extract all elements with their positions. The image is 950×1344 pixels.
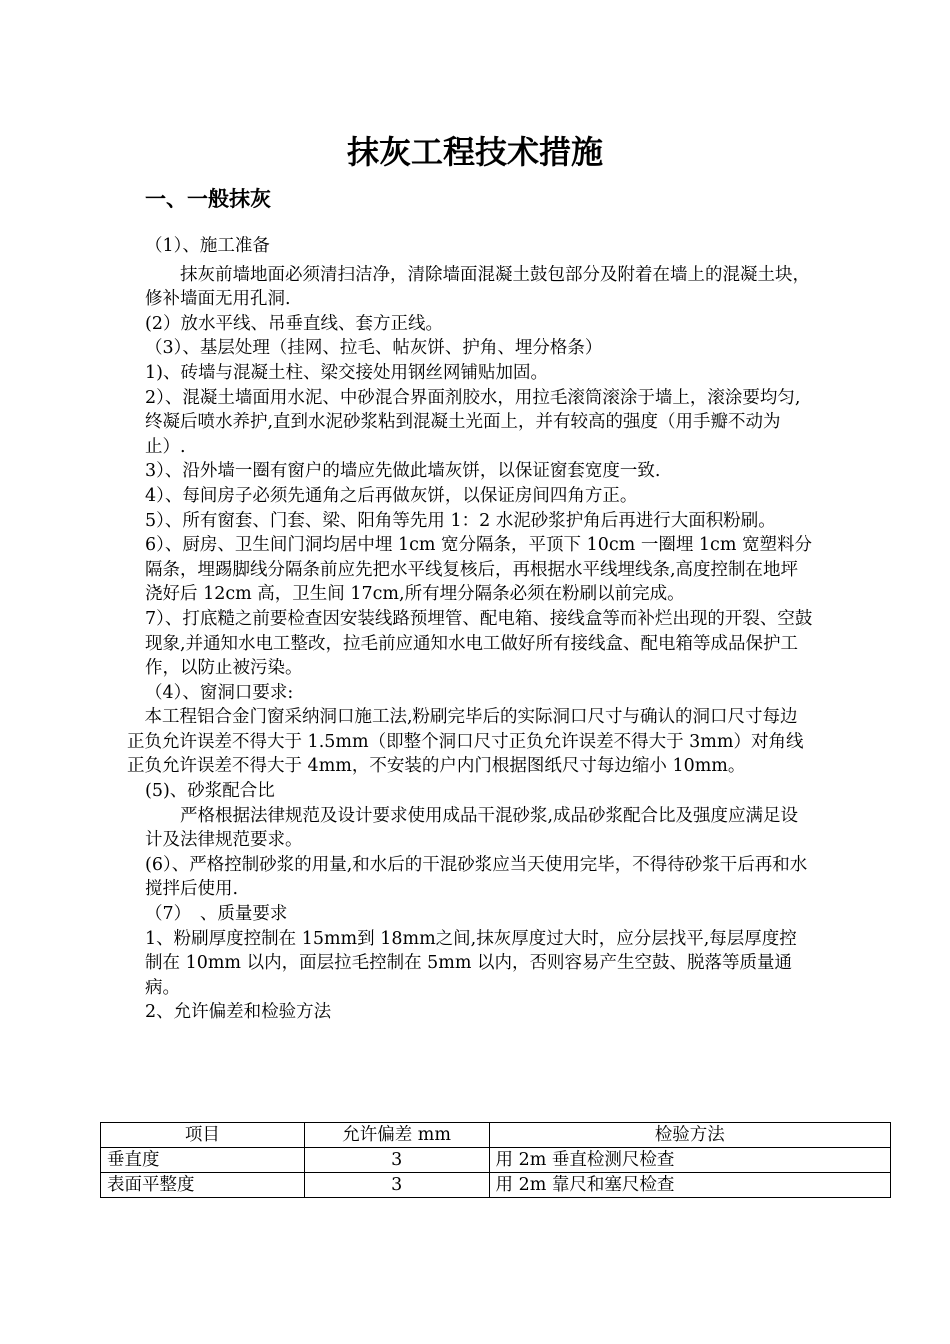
table-cell: 用 2m 靠尺和塞尺检查 <box>489 1173 890 1198</box>
section-heading: 一、一般抹灰 <box>145 187 271 211</box>
table-header-row <box>101 1123 891 1148</box>
table-header: 项目 <box>101 1123 305 1148</box>
table-cell: 用 2m 垂直检测尺检查 <box>489 1148 890 1173</box>
paragraph: 5）、所有窗套、门套、梁、阳角等先用 1：2 水泥砂浆护角后再进行大面积粉刷。 <box>145 510 776 531</box>
paragraph: 1)、砖墙与混凝土柱、梁交接处用钢丝网铺贴加固。 <box>145 362 548 383</box>
document-body <box>127 234 813 1025</box>
paragraph: 2、允许偏差和检验方法 <box>145 1002 332 1023</box>
paragraph: （4）、窗洞口要求: <box>145 682 294 703</box>
paragraph: （1）、施工准备 <box>145 236 270 256</box>
table-row <box>101 1173 891 1198</box>
paragraph: 4）、每间房子必须先通角之后再做灰饼，以保证房间四角方正。 <box>145 485 638 506</box>
table-cell: 垂直度 <box>101 1148 305 1173</box>
document-title: 抹灰工程技术措施 <box>346 133 603 171</box>
paragraph: 抹灰前墙地面必须清扫洁净，清除墙面混凝土鼓包部分及附着在墙上的混凝土块，修补墙面无用孔洞. <box>145 264 810 310</box>
paragraph: 2）、混凝土墙面用水泥、中砂混合界面剂胶水，用拉毛滚筒滚涂于墙上，滚涂要均匀,终凝后喷水养护,直到水泥砂浆粘到混凝土光面上，并有较高的强度（用手瓣不动为止）. <box>145 387 801 457</box>
paragraph: （3）、基层处理（挂网、拉毛、帖灰饼、护角、埋分格条） <box>145 338 603 359</box>
paragraph: (2）放水平线、吊垂直线、套方正线。 <box>145 313 443 334</box>
paragraph: 6）、厨房、卫生间门洞均居中埋 1cm 宽分隔条，平顶下 10cm 一圈埋 1cm 宽塑料分隔条，埋踢脚线分隔条前应先把水平线复核后，再根据水平线埋线条,高度控制在地坪浇好后 12cm 高，卫生间 17cm,所有埋分隔条必须在粉刷以前完成。 <box>145 535 812 605</box>
table-row <box>101 1148 891 1173</box>
table-cell: 表面平整度 <box>101 1173 305 1198</box>
paragraph: 本工程铝合金门窗采纳洞口施工法,粉刷完毕后的实际洞口尺寸与确认的洞口尺寸每边正负允许误差不得大于 1.5mm（即整个洞口尺寸正负允许误差不得大于 3mm）对角线正负允许误差不得大于 4mm，不安装的户内门根据图纸尺寸每边缩小 10mm。 <box>127 707 804 777</box>
table-header: 检验方法 <box>489 1123 890 1148</box>
paragraph: (6）、严格控制砂浆的用量,和水后的干混砂浆应当天使用完毕，不得待砂浆干后再和水搅拌后使用. <box>145 854 808 900</box>
table-cell: 3 <box>304 1173 489 1198</box>
paragraph: 严格根据法律规范及设计要求使用成品干混砂浆,成品砂浆配合比及强度应满足设计及法律规范要求。 <box>145 805 799 851</box>
paragraph: (5)、砂浆配合比 <box>145 781 275 802</box>
tolerance-table <box>100 1122 891 1198</box>
paragraph: （7） 、质量要求 <box>145 904 288 925</box>
table-cell: 3 <box>304 1148 489 1173</box>
paragraph: 1、粉刷厚度控制在 15mm到 18mm之间,抹灰厚度过大时，应分层找平,每层厚度控制在 10mm 以内，面层拉毛控制在 5mm 以内，否则容易产生空鼓、脱落等质量通病。 <box>145 928 797 998</box>
paragraph: 7）、打底糙之前要检查因安装线路预埋管、配电箱、接线盒等而补烂出现的开裂、空鼓现象,并通知水电工整改，拉毛前应通知水电工做好所有接线盒、配电箱等成品保护工作，以防止被污染。 <box>145 608 813 679</box>
table-header: 允许偏差 mm <box>304 1123 489 1148</box>
paragraph: 3）、沿外墙一圈有窗户的墙应先做此墙灰饼，以保证窗套宽度一致. <box>145 461 661 482</box>
